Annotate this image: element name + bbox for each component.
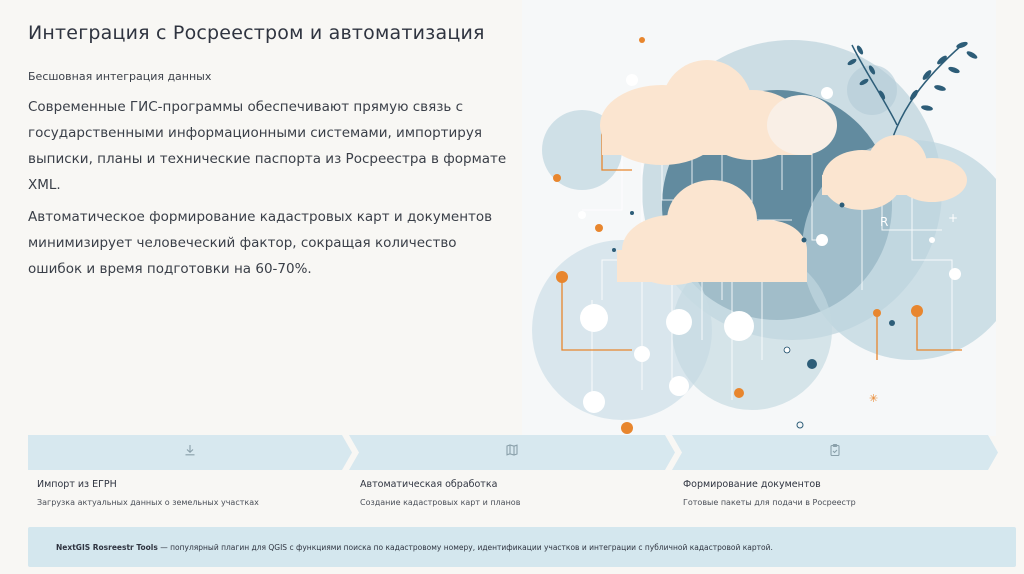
step-arrow-documents xyxy=(672,435,998,470)
info-note xyxy=(28,527,1016,567)
illustration-label: R xyxy=(880,215,889,229)
slide-title: Интеграция с Росреестром и автоматизация xyxy=(28,22,485,44)
step-label-documents: Формирование документов xyxy=(683,479,821,490)
cloud-network-illustration xyxy=(522,0,996,436)
step-desc-import: Загрузка актуальных данных о земельных участках xyxy=(37,498,259,507)
download-icon xyxy=(183,443,197,462)
clipboard-check-icon xyxy=(828,443,842,462)
step-desc-processing: Создание кадастровых карт и планов xyxy=(360,498,521,507)
step-label-processing: Автоматическая обработка xyxy=(360,479,498,490)
map-icon xyxy=(505,443,519,462)
paragraph-integration: Современные ГИС-программы обеспечивают прямую связь с государственными информационными системами, импортируя выписки, планы и технические паспорта из Росреестра в формате XML. xyxy=(28,99,507,193)
paragraph-automation: Автоматическое формирование кадастровых карт и документов минимизирует человеческий фактор, сокращая количество ошибок и время подготовки на 60-70%. xyxy=(28,209,493,277)
slide-subtitle: Бесшовная интеграция данных xyxy=(28,70,212,83)
step-label-import: Импорт из ЕГРН xyxy=(37,479,117,490)
note-plugin-name: NextGIS Rosreestr Tools xyxy=(56,542,158,552)
svg-text:+: + xyxy=(948,211,959,225)
step-arrow-import xyxy=(28,435,352,470)
svg-text:✳: ✳ xyxy=(869,392,879,405)
process-steps xyxy=(28,435,998,470)
step-arrow-processing xyxy=(349,435,675,470)
note-text: — популярный плагин для QGIS с функциями поиска по кадастровому номеру, идентификации участков и интеграции с публичной кадастровой картой. xyxy=(157,542,773,552)
step-desc-documents: Готовые пакеты для подачи в Росреестр xyxy=(683,498,856,507)
